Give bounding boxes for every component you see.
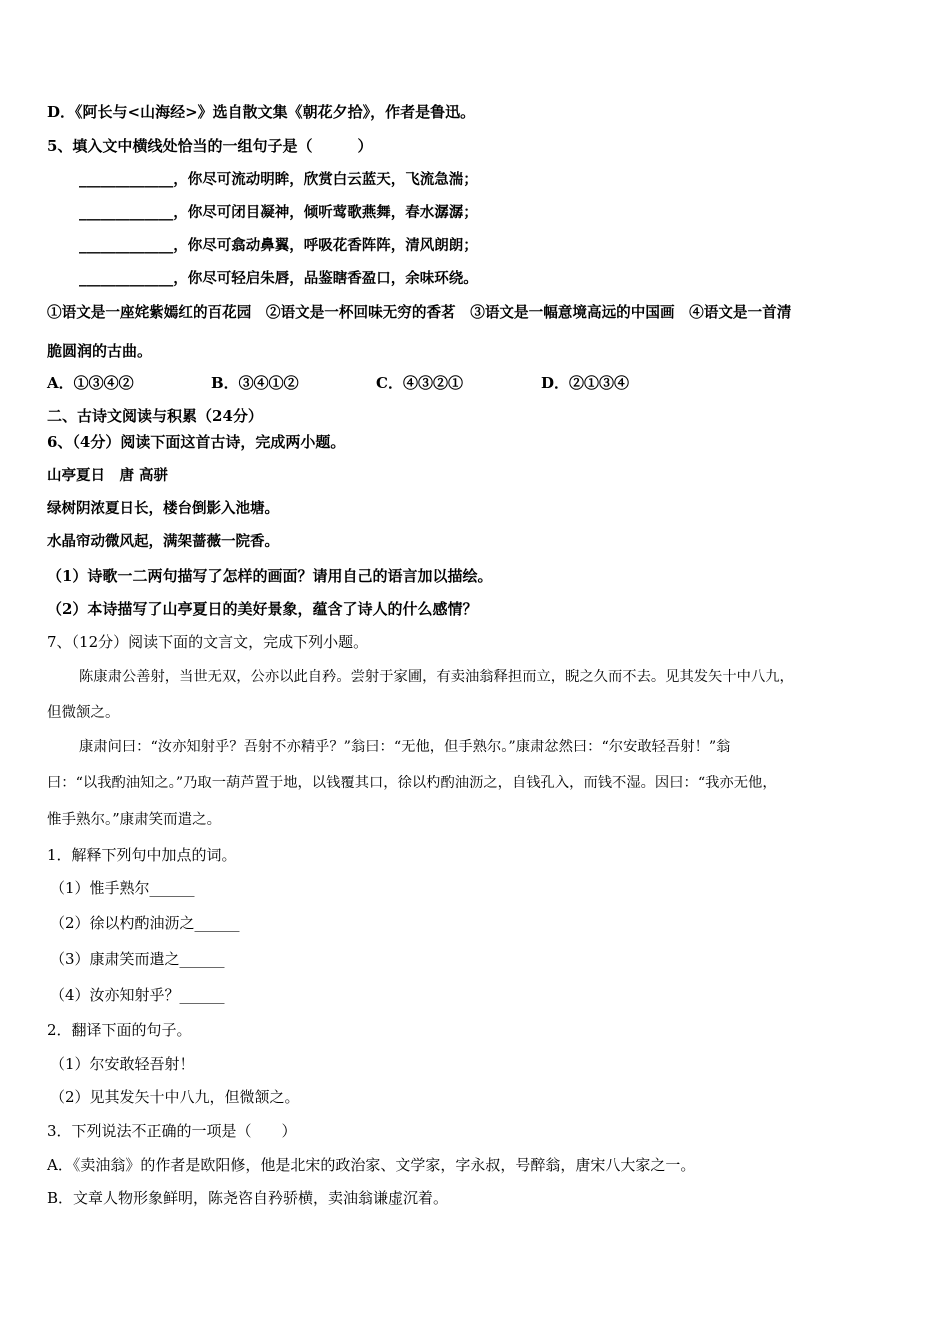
q5-option-a: A．①③④② xyxy=(47,374,134,392)
q7-passage-para-1-line-1: 陈康肃公善射，当世无双，公亦以此自矜。尝射于家圃，有卖油翁释担而立，睨之久而不去。见其发矢十中八九， xyxy=(79,669,794,685)
q7-stem: 7、（12分）阅读下面的文言文，完成下列小题。 xyxy=(47,633,369,651)
q7-passage-para-2-line-3: 惟手熟尔。”康肃笑而遣之。 xyxy=(47,812,222,828)
q5-blank-line-2: _____________，你尽可闭目凝神，倾听莺歌燕舞，春水潺潺； xyxy=(79,204,478,221)
q5-option-d: D．②①③④ xyxy=(541,374,630,392)
q7-sub-question-1: 1．解释下列句中加点的词。 xyxy=(47,846,237,864)
q5-option-b: B．③④①② xyxy=(211,374,299,392)
q5-stem: 5、填入文中横线处恰当的一组句子是（ ） xyxy=(47,137,373,155)
q6-poem-line-1: 绿树阴浓夏日长，楼台倒影入池塘。 xyxy=(47,500,279,517)
q6-stem: 6、（4分）阅读下面这首古诗，完成两小题。 xyxy=(47,433,346,451)
q5-blank-line-3: _____________，你尽可翕动鼻翼，呼吸花香阵阵，清风朗朗； xyxy=(79,237,478,254)
q7-sq2-item-2: （2）见其发矢十中八九，但微颔之。 xyxy=(50,1088,300,1106)
q6-poem-title: 山亭夏日 唐 高骈 xyxy=(47,467,169,484)
q4-option-d: D．《阿长与<山海经>》选自散文集《朝花夕拾》，作者是鲁迅。 xyxy=(47,103,476,121)
q5-blank-line-4: _____________，你尽可轻启朱唇，品鉴瞎香盈口，余味环绕。 xyxy=(79,270,478,287)
q5-blank-line-1: _____________，你尽可流动明眸，欣赏白云蓝天，飞流急湍； xyxy=(79,171,478,188)
q7-passage-para-1-line-2: 但微颔之。 xyxy=(47,705,120,721)
q7-passage-para-2-line-2: 曰：“以我酌油知之。”乃取一葫芦置于地，以钱覆其口，徐以杓酌油沥之，自钱孔入，而钱不湿。因曰：“我亦无他， xyxy=(47,775,777,791)
section-2-title: 二、古诗文阅读与积累（24分） xyxy=(47,407,263,425)
q7-passage-para-2-line-1: 康肃问曰：“汝亦知射乎？吾射不亦精乎？”翁曰：“无他，但手熟尔。”康肃忿然曰：“尔安敢轻吾射！”翁 xyxy=(79,739,731,755)
q7-sq1-item-4: （4）汝亦知射乎？______ xyxy=(50,986,225,1004)
q7-sub-question-2: 2．翻译下面的句子。 xyxy=(47,1021,192,1039)
q7-sq1-item-3: （3）康肃笑而遣之______ xyxy=(50,950,225,968)
q7-sub-question-3: 3．下列说法不正确的一项是（ ） xyxy=(47,1122,297,1140)
q7-sq1-item-2: （2）徐以杓酌油沥之______ xyxy=(50,914,240,932)
q5-option-c: C．④③②① xyxy=(376,374,463,392)
q7-sq3-option-a: A．《卖油翁》的作者是欧阳修，他是北宋的政治家、文学家，字永叔，号醉翁，唐宋八大家之一。 xyxy=(47,1156,696,1174)
q7-sq1-item-1: （1）惟手熟尔______ xyxy=(50,879,195,897)
q5-choices-line-1: ①语文是一座姹紫嫣红的百花园 ②语文是一杯回味无穷的香茗 ③语文是一幅意境高远的中国画 ④语文是一首清 xyxy=(47,304,792,321)
q6-poem-line-2: 水晶帘动微风起，满架蔷薇一院香。 xyxy=(47,533,279,550)
q7-sq3-option-b: B．文章人物形象鲜明，陈尧咨自矜骄横，卖油翁谦虚沉着。 xyxy=(47,1189,449,1207)
q5-choices-line-2: 脆圆润的古曲。 xyxy=(47,342,153,360)
q7-sq2-item-1: （1）尔安敢轻吾射！ xyxy=(50,1055,195,1073)
q6-sub-question-2: （2）本诗描写了山亭夏日的美好景象，蕴含了诗人的什么感情？ xyxy=(47,600,478,618)
q6-sub-question-1: （1）诗歌一二两句描写了怎样的画面？请用自己的语言加以描绘。 xyxy=(47,567,493,585)
